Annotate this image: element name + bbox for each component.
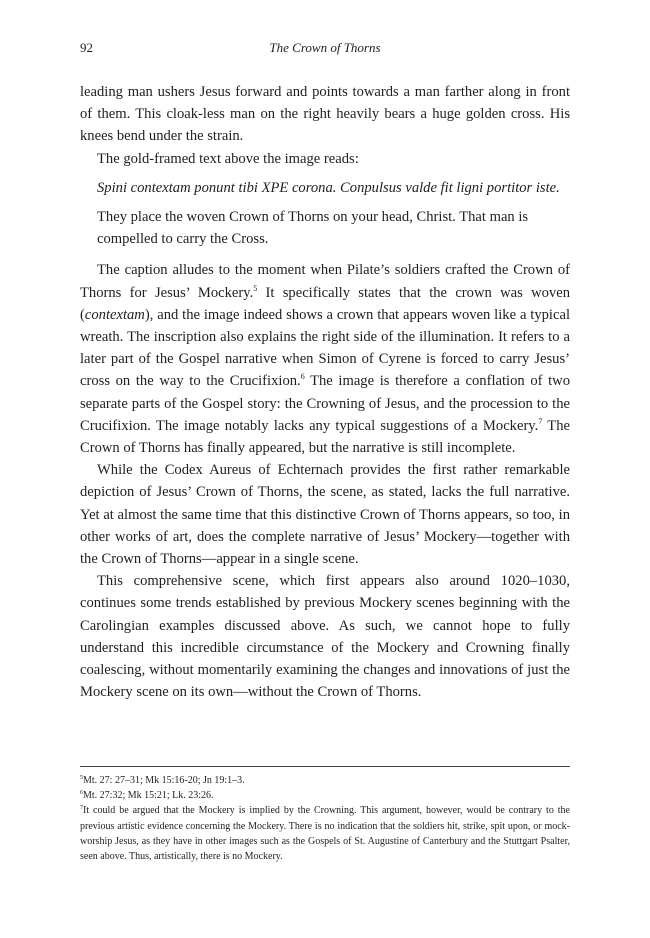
paragraph-comprehensive-scene: This comprehensive scene, which first appears also around 1020–1030, continues some trends established by previous Mockery scenes beginning with the Carolingian examples discussed above. As such, we cannot hope to fully understand this incredible circumstance of the Mockery and Crowning finally coalescing, without momentarily examining the changes and innovations of just the Mockery scene on its own—without the Crown of Thorns. bbox=[80, 573, 570, 701]
text-run: The Crown of Thorns has finally appeared, but the narrative is still incomplete. bbox=[80, 417, 570, 457]
paragraph-caption-analysis bbox=[80, 259, 570, 459]
footnote-text: It could be argued that the Mockery is implied by the Crowning. This argument, however, would be contrary to the previous artistic evidence concerning the Mockery. There is no indication that the soldiers hit, strike, spit upon, or mock-worship Jesus, as they have in other images such as the Gospels of St. Augustine of Canterbury and the Stuttgart Psalter, seen above. Thus, artistically, there is no Mockery. bbox=[80, 805, 570, 863]
footnotes bbox=[80, 773, 570, 864]
footnote-number: 6 bbox=[80, 790, 83, 797]
italic-term: contextam bbox=[84, 306, 145, 323]
footnote-number: 7 bbox=[80, 805, 83, 812]
latin-inscription-quote: Spini contextam ponunt tibi XPE corona. Conpulsus valde fit ligni portitor iste. bbox=[97, 179, 560, 196]
paragraph-continued: leading man ushers Jesus forward and points towards a man farther along in front of them. This cloak-less man on the right heavily bears a huge golden cross. His knees bend under the strain. bbox=[80, 84, 570, 145]
text-run: It specifically states that the crown was woven ( bbox=[80, 284, 570, 323]
footnote-5 bbox=[80, 773, 570, 788]
running-title: The Crown of Thorns bbox=[269, 40, 381, 55]
page-header bbox=[80, 40, 570, 60]
footnote-ref-7[interactable]: 7 bbox=[538, 416, 543, 426]
footnote-ref-5[interactable]: 5 bbox=[253, 283, 258, 293]
text-run: ), and the image indeed shows a crown that appears woven like a typical wreath. The inscription also explains the right side of the illumination. It refers to a later part of the Gospel narrative when Simon of Cyrene is forced to carry Jesus’ cross on the way to the Crucifixion. bbox=[80, 306, 570, 390]
footnote-separator bbox=[80, 766, 570, 767]
page-number: 92 bbox=[80, 40, 93, 55]
text-run: The image is therefore a conflation of two separate parts of the Gospel story: the Crowning of Jesus, and the procession to the Crucifixion. The image notably lacks any typical suggestions of a Mockery. bbox=[80, 373, 571, 434]
footnote-number: 5 bbox=[80, 775, 83, 781]
footnote-7 bbox=[80, 803, 570, 864]
inscription-translation-quote: They place the woven Crown of Thorns on your head, Christ. That man is compelled to carry the Cross. bbox=[97, 209, 529, 248]
paragraph-codex-aureus: While the Codex Aureus of Echternach provides the first rather remarkable depiction of Jesus’ Crown of Thorns, the scene, as stated, lacks the full narrative. Yet at almost the same time that this distinctive Crown of Thorns appears, so too, in other works of art, does the complete narrative of Jesus’ Mockery—together with the Crown of Thorns—appear in a single scene. bbox=[80, 462, 570, 568]
footnote-text: Mt. 27:32; Mk 15:21; Lk. 23:26. bbox=[83, 790, 214, 802]
footnote-6 bbox=[80, 788, 570, 803]
paragraph-quote-intro: The gold-framed text above the image reads: bbox=[97, 150, 359, 167]
footnote-ref-6[interactable]: 6 bbox=[300, 372, 305, 382]
footnote-text: Mt. 27: 27–31; Mk 15:16-20; Jn 19:1–3. bbox=[83, 775, 245, 786]
text-run: The caption alludes to the moment when Pilate’s soldiers crafted the Crown of Thorns for Jesus’ Mockery. bbox=[80, 262, 570, 301]
main-text bbox=[80, 81, 570, 703]
